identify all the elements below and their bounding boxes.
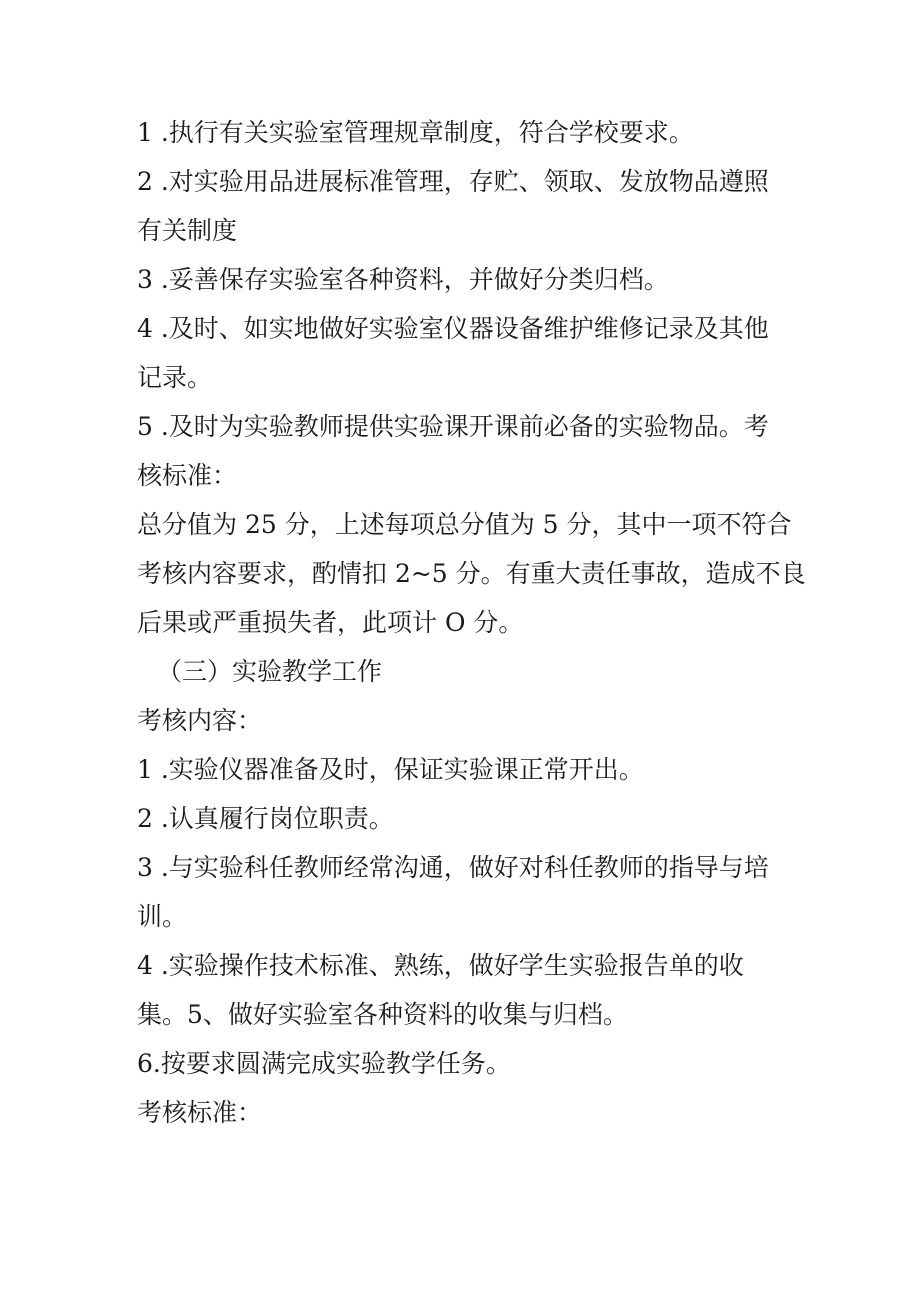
document-body — [137, 108, 806, 1137]
text-line: 集。5、做好实验室各种资料的收集与归档。 — [137, 1000, 628, 1029]
text-line: 6.按要求圆满完成实验教学任务。 — [137, 1049, 511, 1078]
text-line: 训。 — [137, 902, 188, 931]
text-line: 总分值为 25 分，上述每项总分值为 5 分，其中一项不符合 — [137, 510, 792, 539]
text-line: 考核标准： — [137, 1098, 263, 1127]
text-line: 有关制度 — [137, 216, 238, 245]
text-line: 2 .对实验用品进展标准管理，存贮、领取、发放物品遵照 — [137, 167, 769, 196]
text-line: 核标准： — [137, 461, 238, 490]
section-heading: （三）实验教学工作 — [157, 657, 383, 686]
text-line: 记录。 — [137, 363, 213, 392]
text-line: 考核内容： — [137, 706, 263, 735]
text-line: 5 .及时为实验教师提供实验课开课前必备的实验物品。考 — [137, 412, 769, 441]
text-line: 3 .与实验科任教师经常沟通，做好对科任教师的指导与培 — [137, 853, 769, 882]
text-line: 4 .实验操作技术标准、熟练，做好学生实验报告单的收 — [137, 951, 744, 980]
text-line: 考核内容要求，酌情扣 2~5 分。有重大责任事故，造成不良 — [137, 559, 806, 588]
text-line: 4 .及时、如实地做好实验室仪器设备维护维修记录及其他 — [137, 314, 769, 343]
text-line: 1 .实验仪器准备及时，保证实验课正常开出。 — [137, 755, 644, 784]
text-line: 3 .妥善保存实验室各种资料，并做好分类归档。 — [137, 265, 669, 294]
text-line: 2 .认真履行岗位职责。 — [137, 804, 394, 833]
text-line: 后果或严重损失者，此项计 O 分。 — [137, 608, 524, 637]
text-line: 1 .执行有关实验室管理规章制度，符合学校要求。 — [137, 118, 694, 147]
